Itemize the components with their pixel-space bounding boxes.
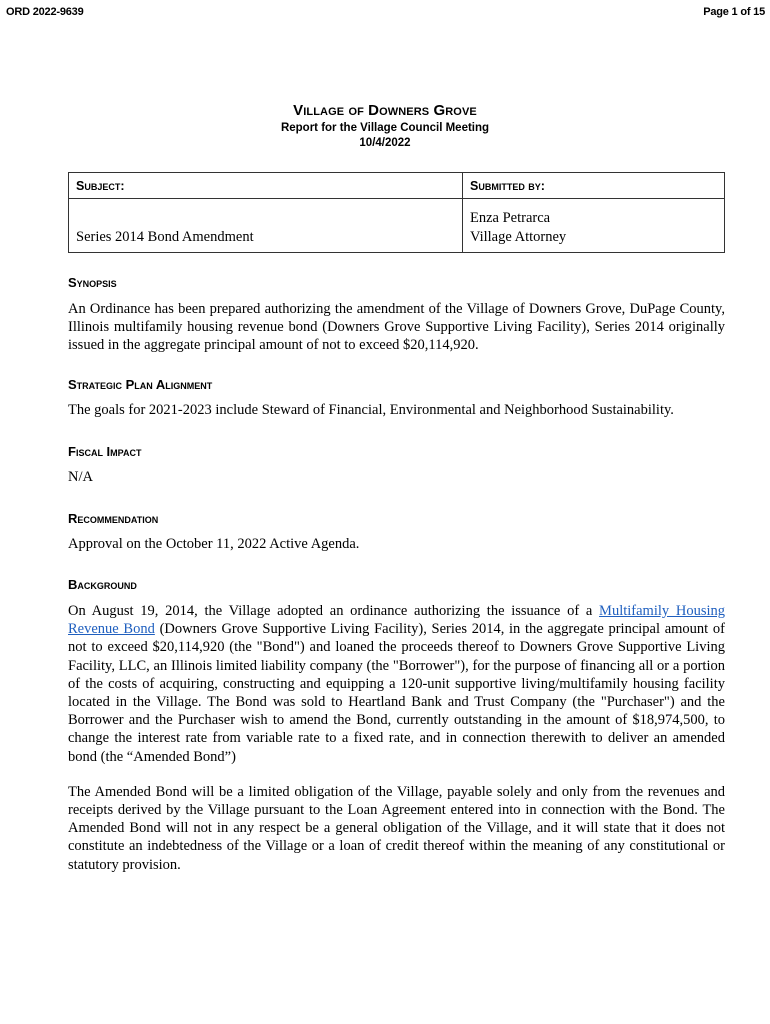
background-p1-rest: (Downers Grove Supportive Living Facility), Series 2014, in the aggregate principal amount of not to exceed $20,114,920 (the "Bond") and loaned the proceeds thereof to Downers Grove Supportive Living Facility, LLC, an Illinois limited liability company (the "Borrower"), for the purpose of financing all or a portion of the costs of acquiring, constructing and equipping a 120-unit supportive living/multifamily housing facility located in the Village. The Bond was sold to Heartland Bank and Trust Company (the "Purchaser") and the Borrower and the Purchaser wish to amend the Bond, currently outstanding in the amount of $18,974,500, to change the interest rate from variable rate to a fixed rate, and in connection therewith to deliver an amended bond (the “Amended Bond”) [68,621,725,765]
recommendation-section [68,511,725,553]
meeting-subtitle: Report for the Village Council Meeting [280,122,490,134]
submitter-cell [463,199,725,253]
recommendation-text: Approval on the October 11, 2022 Active Agenda. [68,536,360,552]
submitter-title: Village Attorney [470,229,567,245]
background-paragraph-2: The Amended Bond will be a limited obligation of the Village, payable solely and only from the revenues and receipts derived by the Village pursuant to the Loan Agreement entered into in connection with the Bond. The Amended Bond will not in any respect be a general obligation of the Village, and it will state that it does not constitute an indebtedness of the Village or a loan of credit thereof within the meaning of any constitutional or statutory provision. [68,783,725,873]
page-title: Village of Downers Grove [293,102,477,119]
background-section [68,577,725,874]
fiscal-section [68,444,725,486]
document-number: ORD 2022-9639 [6,6,84,18]
strategic-section [68,377,725,419]
synopsis-section [68,275,725,355]
background-p1-lead: On August 19, 2014, the Village adopted an ordinance authorizing the issuance of a [68,603,600,619]
synopsis-heading: Synopsis [68,275,117,290]
strategic-heading: Strategic Plan Alignment [68,377,213,392]
subject-label: Subject: [69,173,463,199]
bond-link[interactable]: Multifamily Housing Revenue Bond [68,603,725,638]
submitted-by-label: Submitted by: [463,173,725,199]
subject-table [68,172,725,253]
subject-value: Series 2014 Bond Amendment [69,199,463,253]
page-indicator: Page 1 of 15 [703,6,765,18]
meeting-date: 10/4/2022 [359,137,411,149]
fiscal-text: N/A [68,469,93,485]
background-heading: Background [68,577,137,592]
synopsis-text: An Ordinance has been prepared authorizing the amendment of the Village of Downers Grove, DuPage County, Illinois multifamily housing revenue bond (Downers Grove Supportive Living Facility), Series 2014 originally issued in the aggregate principal amount of not to exceed $20,114,920. [68,301,725,354]
fiscal-heading: Fiscal Impact [68,444,142,459]
subject-table-body-row [69,199,725,253]
submitter-name: Enza Petrarca [470,210,551,226]
strategic-text: The goals for 2021-2023 include Steward of Financial, Environmental and Neighborhood Sustainability. [68,402,674,418]
subject-table-header-row [69,173,725,199]
recommendation-heading: Recommendation [68,511,159,526]
background-paragraph-1 [68,602,725,766]
title-block [0,101,770,151]
